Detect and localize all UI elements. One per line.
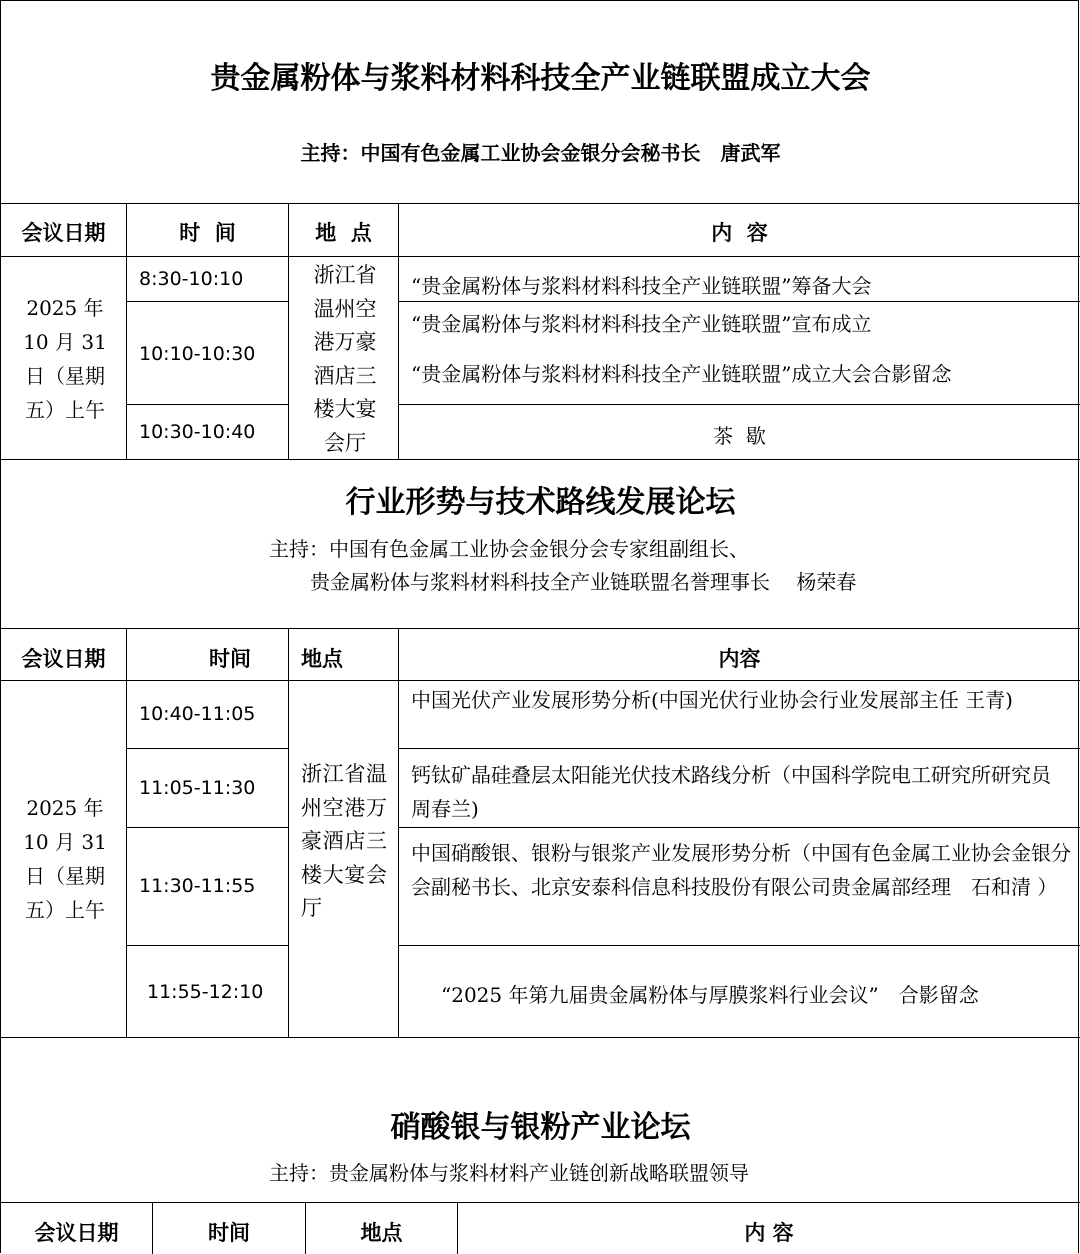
section1-content-2: “贵金属粉体与浆料材料科技全产业链联盟”宣布成立 xyxy=(411,312,872,336)
section2-time-1: 10:40-11:05 xyxy=(139,703,256,725)
section3-header-date: 会议日期 xyxy=(34,1220,119,1245)
section2-time-2: 11:05-11:30 xyxy=(139,777,256,799)
section2-host-line2: 贵金属粉体与浆料材料科技全产业链联盟名誉理事长 杨荣春 xyxy=(310,570,857,594)
section1-header-content: 内 容 xyxy=(711,220,768,245)
section2-title: 行业形势与技术路线发展论坛 xyxy=(345,485,736,520)
section2-time-4: 11:55-12:10 xyxy=(147,981,264,1003)
section3-header-place: 地点 xyxy=(360,1220,403,1245)
section2-header-content: 内容 xyxy=(718,646,761,671)
section2-header-time: 时间 xyxy=(209,646,251,671)
section1-title: 贵金属粉体与浆料材料科技全产业链联盟成立大会 xyxy=(210,61,871,96)
section1-header-date: 会议日期 xyxy=(21,220,106,245)
section1-content-1: “贵金属粉体与浆料材料科技全产业链联盟”筹备大会 xyxy=(411,274,872,298)
section1-content-2b: “贵金属粉体与浆料材料科技全产业链联盟”成立大会合影留念 xyxy=(411,362,952,386)
section3-header-content: 内 容 xyxy=(744,1220,794,1245)
section1-host: 主持：中国有色金属工业协会金银分会秘书长 唐武军 xyxy=(300,141,781,165)
section3-header-time: 时间 xyxy=(208,1220,250,1245)
section2-content-2: 钙钛矿晶硅叠层太阳能光伏技术路线分析（中国科学院电工研究所研究员 周春兰) xyxy=(411,763,1051,821)
section1-content-3: 茶 歇 xyxy=(713,424,766,448)
section3-title: 硝酸银与银粉产业论坛 xyxy=(390,1110,691,1145)
section1-time-1: 8:30-10:10 xyxy=(139,268,244,290)
section2-content-4: “2025 年第九届贵金属粉体与厚膜浆料行业会议” 合影留念 xyxy=(441,983,979,1007)
section1-time-2: 10:10-10:30 xyxy=(139,343,256,365)
section1-date: 2025 年 10 月 31 日（星期五）上午 xyxy=(23,296,107,422)
section2-host-line1: 主持：中国有色金属工业协会金银分会专家组副组长、 xyxy=(269,537,749,561)
section2-content-1: 中国光伏产业发展形势分析(中国光伏行业协会行业发展部主任 王青) xyxy=(411,688,1013,712)
section2-time-3: 11:30-11:55 xyxy=(139,875,256,897)
section2-venue: 浙江省温州空港万豪酒店三楼大宴会厅 xyxy=(301,762,387,920)
section2-header-date: 会议日期 xyxy=(21,646,106,671)
section1-header-time: 时 间 xyxy=(179,220,236,245)
section1-header-place: 地 点 xyxy=(315,220,372,245)
section2-date: 2025 年 10 月 31 日（星期五）上午 xyxy=(23,796,107,922)
section3-host: 主持：贵金属粉体与浆料材料产业链创新战略联盟领导 xyxy=(269,1161,749,1185)
section2-content-3: 中国硝酸银、银粉与银浆产业发展形势分析（中国有色金属工业协会金银分会副秘书长、北京安泰科信息科技股份有限公司贵金属部经理 石和清 ） xyxy=(411,841,1071,899)
section2-header-place: 地点 xyxy=(301,646,343,671)
section1-time-3: 10:30-10:40 xyxy=(139,421,256,443)
section1-venue: 浙江省温州空港万豪酒店三楼大宴会厅 xyxy=(313,263,377,455)
